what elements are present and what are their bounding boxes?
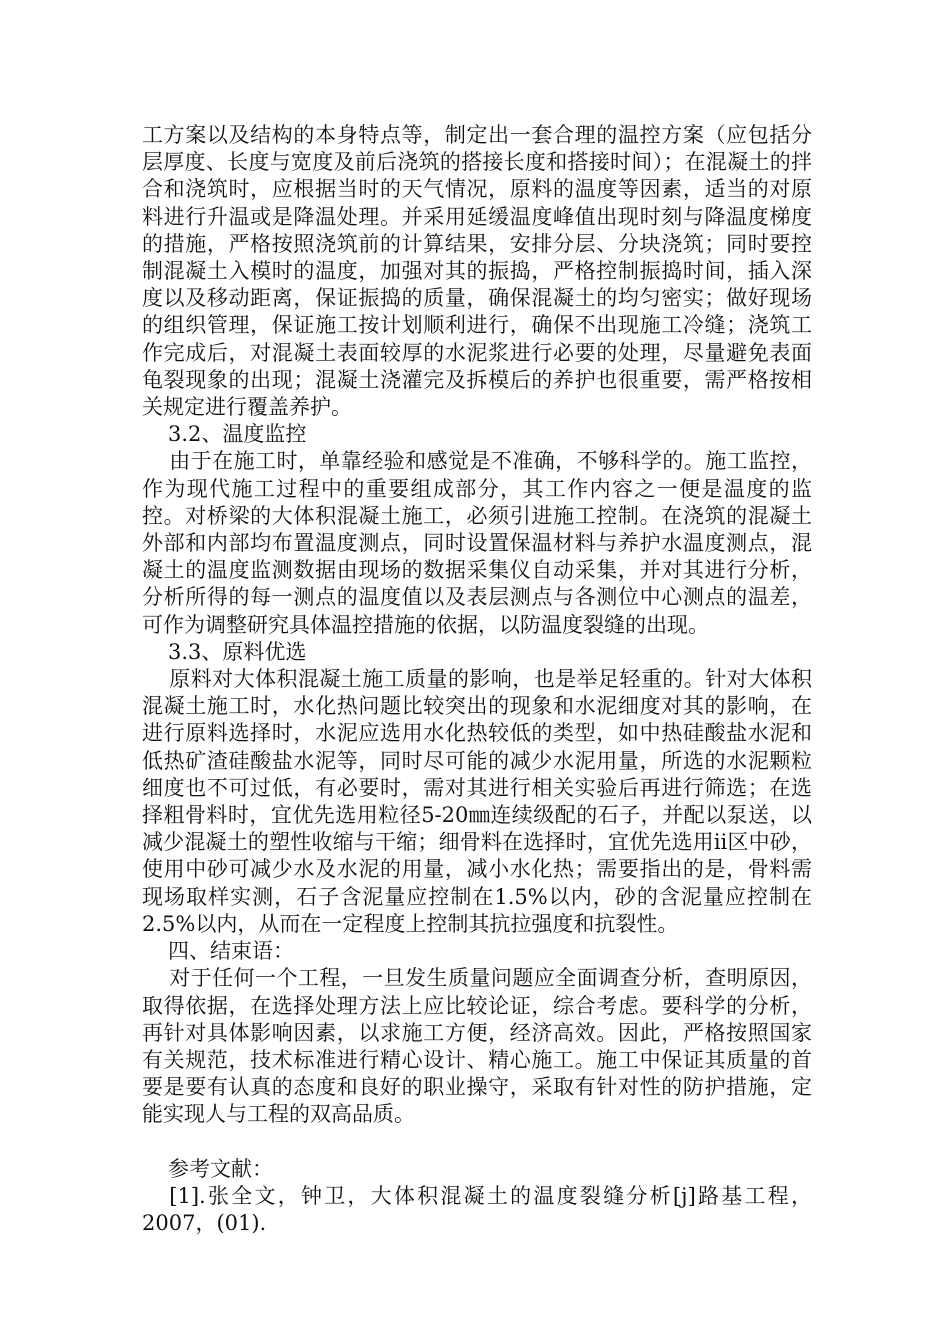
paragraph-material-selection: 原料对大体积混凝土施工质量的影响，也是举足轻重的。针对大体积混凝土施工时，水化热问题比较突出的现象和水泥细度对其的影响，在进行原料选择时，水泥应选用水化热较低的类型，如中热硅酸盐水泥和低热矿渣硅酸盐水泥等，同时尽可能的减少水泥用量，所选的水泥颗粒细度也不可过低，有必要时，需对其进行相关实验后再进行筛选；在选择粗骨料时，宜优先选用粒径5-20㎜连续级配的石子，并配以泵送，以减少混凝土的塑性收缩与干缩；细骨料在选择时，宜优先选用ii区中砂，使用中砂可减少水及水泥的用量，减小水化热；需要指出的是，骨料需现场取样实测，石子含泥量应控制在1.5%以内，砂的含泥量应控制在2.5%以内，从而在一定程度上控制其抗拉强度和抗裂性。	[142, 667, 812, 936]
paragraph-temperature-monitoring: 由于在施工时，单靠经验和感觉是不准确，不够科学的。施工监控，作为现代施工过程中的重要组成部分，其工作内容之一便是温度的监控。对桥梁的大体积混凝土施工，必须引进施工控制。在浇筑的混凝土外部和内部均布置温度测点，同时设置保温材料与养护水温度测点，混凝土的温度监测数据由现场的数据采集仪自动采集，并对其进行分析，分析所得的每一测点的温度值以及表层测点与各测位中心测点的温差，可作为调整研究具体温控措施的依据，以防温度裂缝的出现。	[142, 449, 812, 637]
references-heading: 参考文献：	[168, 1156, 273, 1181]
section-heading-3-3: 3.3、原料优选	[168, 639, 307, 664]
section-heading-3-2: 3.2、温度监控	[168, 422, 307, 447]
blank-line	[142, 1129, 812, 1156]
document-body	[142, 122, 812, 1237]
reference-item: [1].张全文，钟卫，大体积混凝土的温度裂缝分析[j]路基工程，2007，(01).	[142, 1183, 812, 1236]
paragraph-conclusion: 对于任何一个工程，一旦发生质量问题应全面调查分析，查明原因，取得依据，在选择处理方法上应比较论证，综合考虑。要科学的分析，再针对具体影响因素，以求施工方便，经济高效。因此，严格按照国家有关规范，技术标准进行精心设计、精心施工。施工中保证其质量的首要是要有认真的态度和良好的职业操守，采取有针对性的防护措施，定能实现人与工程的双高品质。	[142, 966, 812, 1127]
section-heading-conclusion: 四、结束语：	[168, 939, 294, 964]
paragraph-temperature-control-plan: 工方案以及结构的本身特点等，制定出一套合理的温控方案（应包括分层厚度、长度与宽度及前后浇筑的搭接长度和搭接时间）；在混凝土的拌合和浇筑时，应根据当时的天气情况，原料的温度等因素，适当的对原料进行升温或是降温处理。并采用延缓温度峰值出现时刻与降温度梯度的措施，严格按照浇筑前的计算结果，安排分层、分块浇筑；同时要控制混凝土入模时的温度，加强对其的振捣，严格控制振捣时间，插入深度以及移动距离，保证振捣的质量，确保混凝土的均匀密实；做好现场的组织管理，保证施工按计划顺利进行，确保不出现施工冷缝；浇筑工作完成后，对混凝土表面较厚的水泥浆进行必要的处理，尽量避免表面龟裂现象的出现；混凝土浇灌完及拆模后的养护也很重要，需严格按相关规定进行覆盖养护。	[142, 123, 812, 420]
